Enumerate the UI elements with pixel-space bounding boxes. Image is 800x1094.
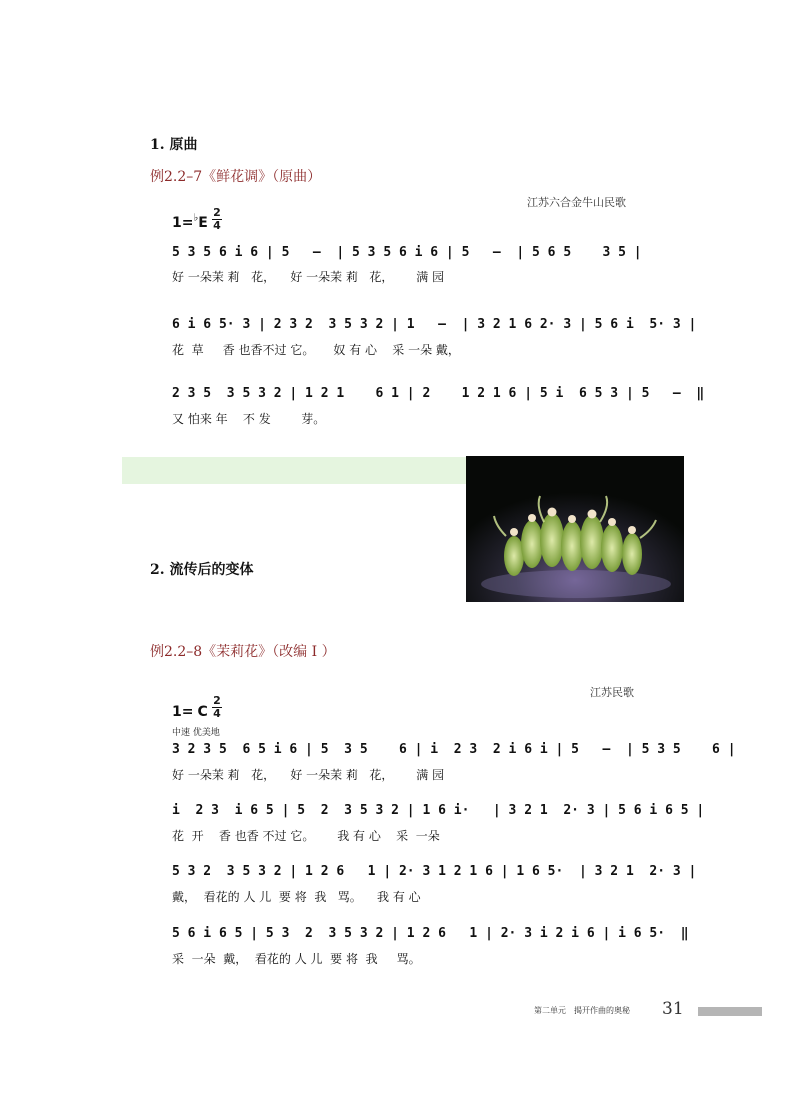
score-row: 3 2 3 5 6 5 i 6 | 5 3 5 6 | i 2 3 2 i 6 i | 5 – | 5 3 5 6 | xyxy=(172,742,736,757)
footer-bar xyxy=(698,1007,762,1016)
dancers-illustration xyxy=(466,456,684,602)
lyrics-row: 好 一朵茉 莉 花， 好 一朵茉 莉 花， 满 园 xyxy=(172,768,445,782)
example-title: 例2.2–7《鲜花调》（原曲） xyxy=(150,169,322,185)
decorative-band xyxy=(122,457,467,484)
score-row: i 2 3 i 6 5 | 5 2 3 5 3 2 | 1 6 i· | 3 2 1 2· 3 | 5 6 i 6 5 | xyxy=(172,803,705,818)
section-heading: 1. 原曲 xyxy=(150,137,198,153)
key-signature: 1= C xyxy=(172,704,208,720)
lyrics-row: 花 草 香 也香不过 它。 奴 有 心 采 一朵 戴， xyxy=(172,343,460,357)
score-row: 5 6 i 6 5 | 5 3 2 3 5 3 2 | 1 2 6 1 | 2· 3 i 2 i 6 | i 6 5· ‖ xyxy=(172,926,689,941)
lyrics-row: 花 开 香 也香 不过 它。 我 有 心 采 一朵 xyxy=(172,829,440,843)
page-number: 31 xyxy=(662,999,684,1019)
section-heading: 2. 流传后的变体 xyxy=(150,562,254,578)
song-attribution: 江苏六合金牛山民歌 xyxy=(527,196,626,209)
dance-performance-photo xyxy=(466,456,684,602)
lyrics-row: 采 一朵 戴， 看花的 人 儿 要 将 我 骂。 xyxy=(172,952,421,966)
key-signature: 1=♭E xyxy=(172,212,208,231)
score-row: 6 i 6 5· 3 | 2 3 2 3 5 3 2 | 1 – | 3 2 1 6 2· 3 | 5 6 i 5· 3 | xyxy=(172,317,697,332)
score-row: 5 3 5 6 i 6 | 5 – | 5 3 5 6 i 6 | 5 – | 5 6 5 3 5 | xyxy=(172,245,642,260)
song-attribution: 江苏民歌 xyxy=(590,686,634,699)
tempo-marking: 中速 优美地 xyxy=(172,728,220,738)
lyrics-row: 戴， 看花的 人 儿 要 将 我 骂。 我 有 心 xyxy=(172,890,421,904)
time-signature: 2 4 xyxy=(213,694,221,720)
lyrics-row: 又 怕来 年 不 发 芽。 xyxy=(172,412,326,426)
score-row: 5 3 2 3 5 3 2 | 1 2 6 1 | 2· 3 1 2 1 6 | 1 6 5· | 3 2 1 2· 3 | xyxy=(172,864,697,879)
footer-unit-title: 第二单元 揭开作曲的奥秘 xyxy=(534,1006,630,1015)
lyrics-row: 好 一朵茉 莉 花， 好 一朵茉 莉 花， 满 园 xyxy=(172,270,445,284)
score-row: 2 3 5 3 5 3 2 | 1 2 1 6 1 | 2 1 2 1 6 | 5 i 6 5 3 | 5 – ‖ xyxy=(172,386,705,401)
time-signature: 2 4 xyxy=(213,206,221,232)
example-title: 例2.2–8《茉莉花》（改编 I ） xyxy=(150,644,336,660)
